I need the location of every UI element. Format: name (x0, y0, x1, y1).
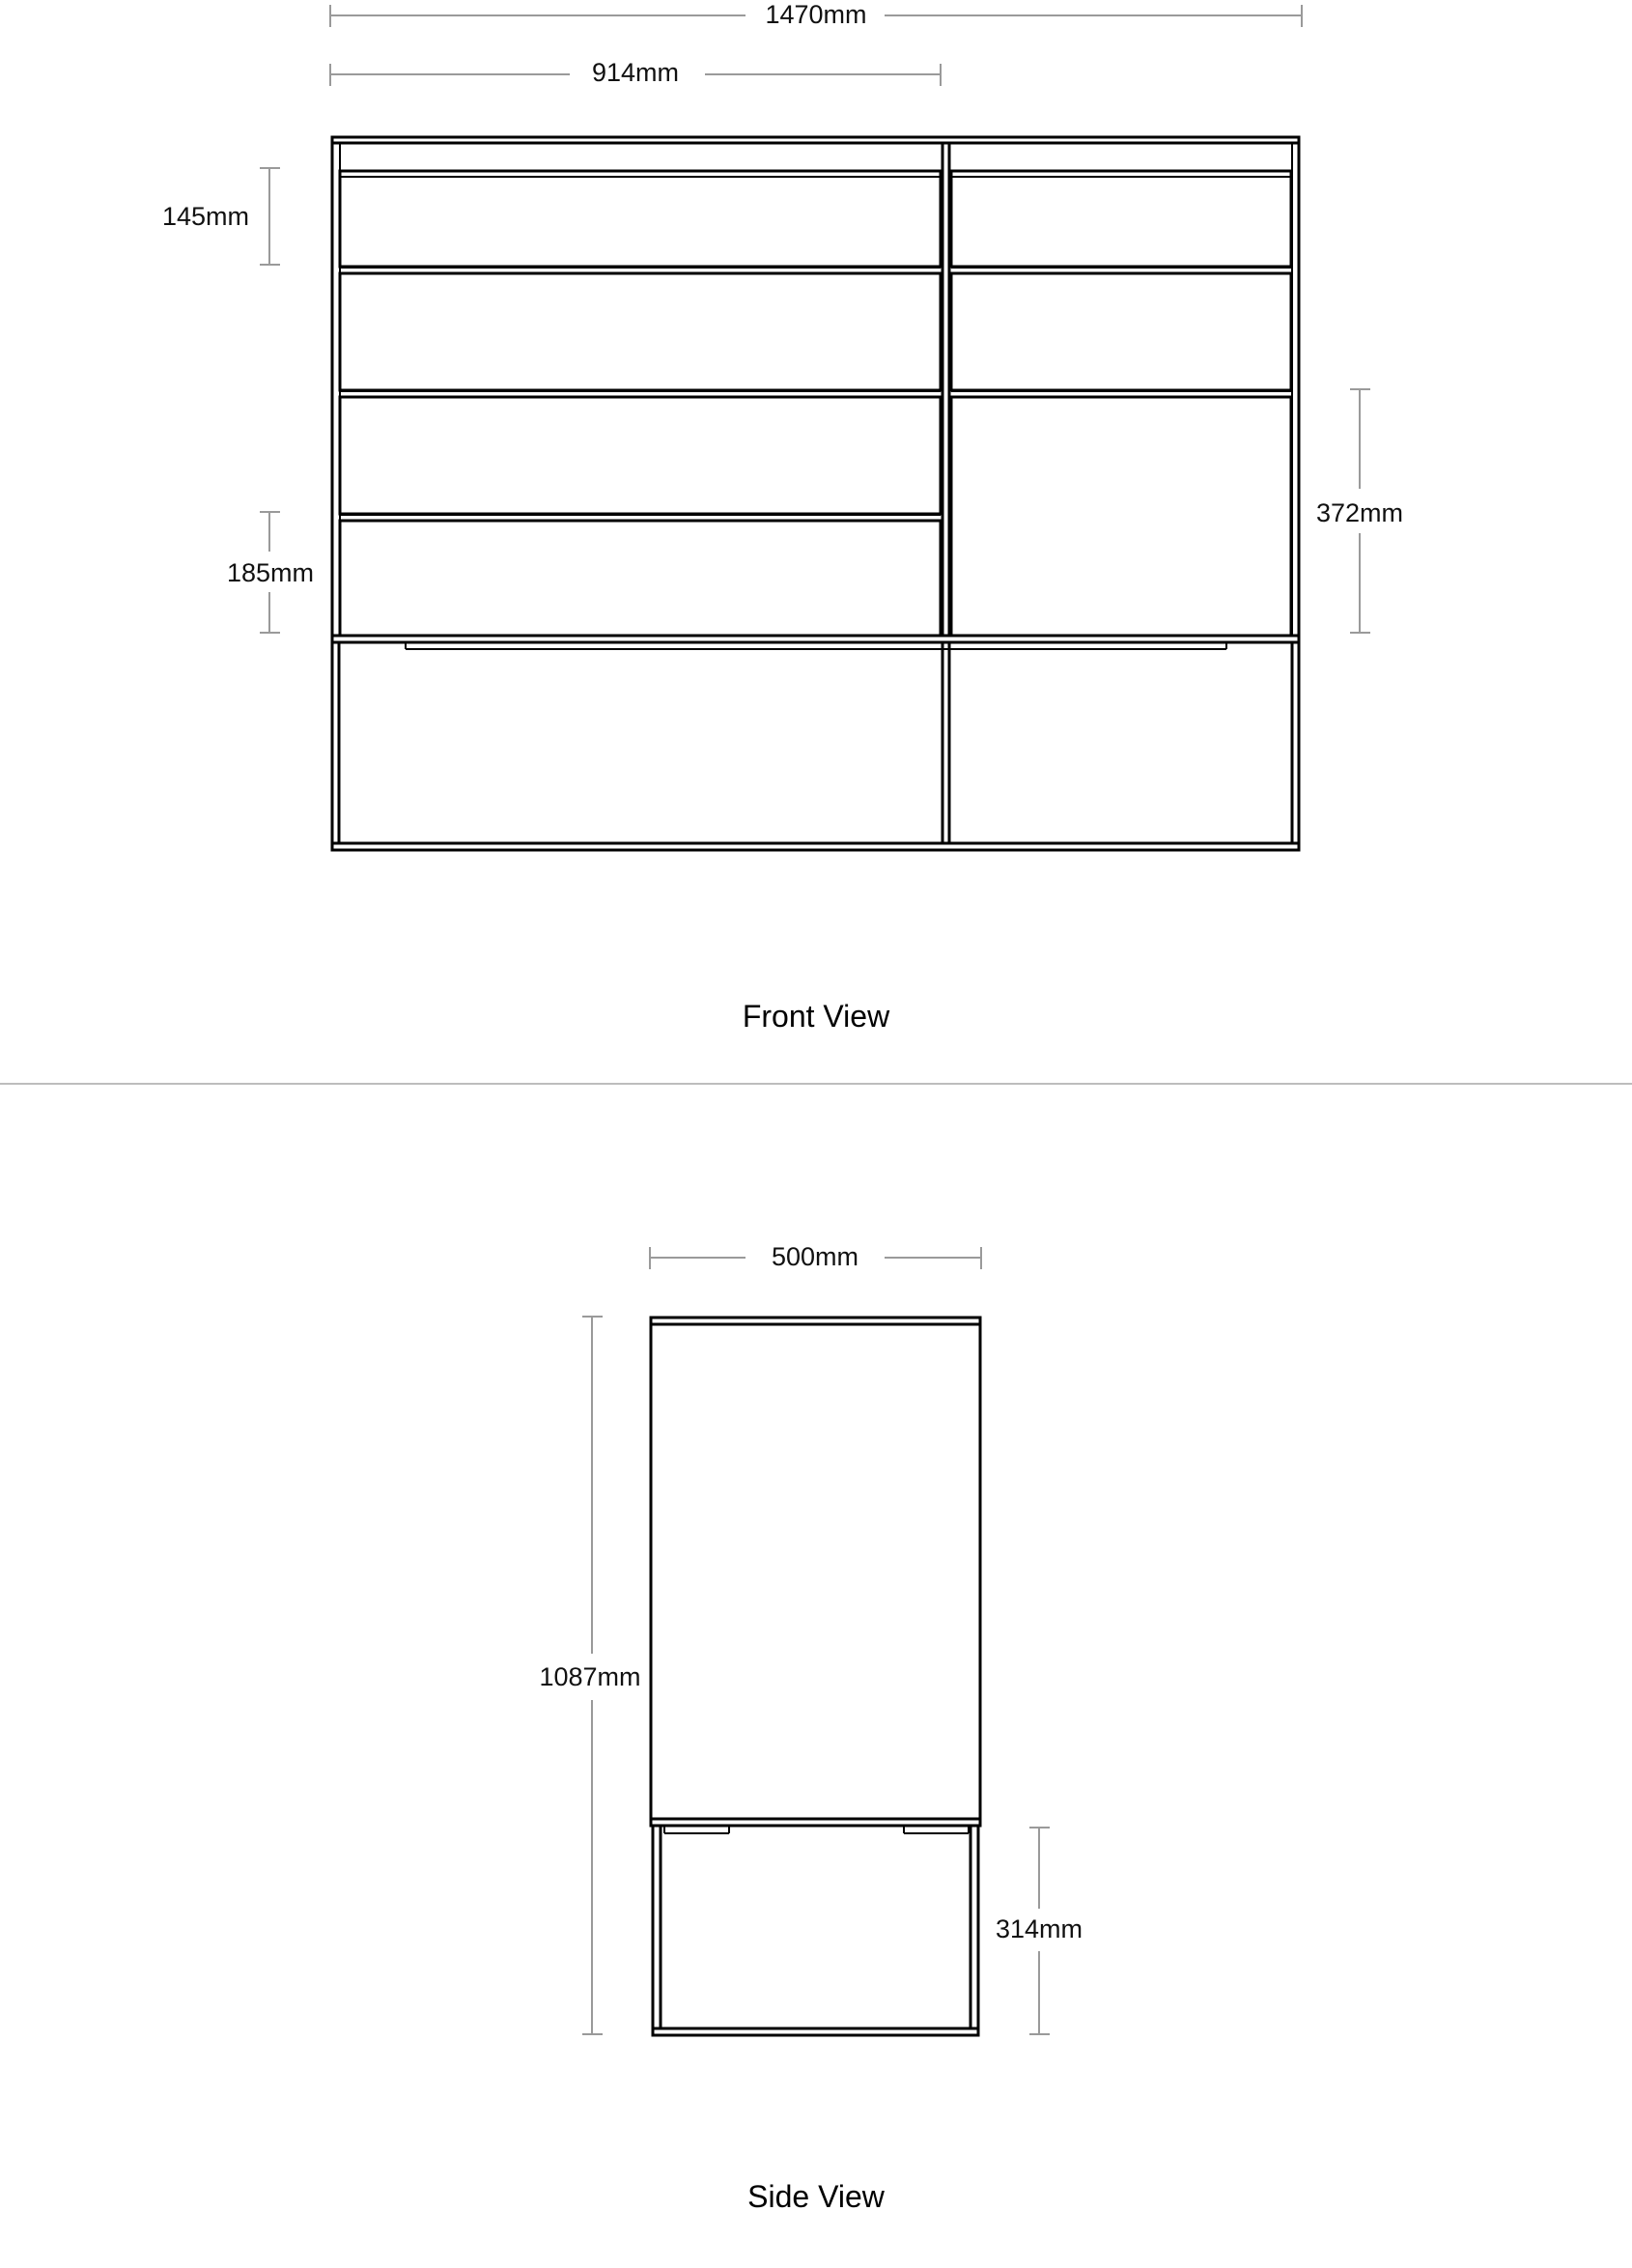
base-height-label: 314mm (995, 1914, 1083, 1943)
dimension-overall-height (539, 1317, 640, 2034)
front-view (162, 0, 1403, 1034)
right-drawer-2 (951, 273, 1291, 390)
drawer-3 (340, 397, 941, 514)
top-drawer-height-label: 145mm (161, 202, 250, 231)
right-drawer-stack (951, 171, 1291, 636)
base-frame (332, 642, 1299, 850)
side-view-caption: Side View (747, 2179, 885, 2214)
side-base-frame (653, 1826, 978, 2036)
overall-width-label: 1470mm (765, 0, 867, 29)
overall-height-label: 1087mm (539, 1662, 641, 1691)
cabinet-front (332, 137, 1299, 850)
dimension-right-door-height (1316, 389, 1403, 633)
depth-label: 500mm (771, 1242, 859, 1271)
dimension-bottom-drawer-height (227, 512, 314, 633)
drawer-1 (340, 171, 941, 267)
right-drawer-1 (951, 171, 1291, 267)
left-drawer-stack (340, 171, 941, 636)
drawer-4 (340, 521, 941, 636)
front-view-caption: Front View (742, 999, 890, 1034)
left-section-width-label: 914mm (591, 58, 680, 87)
dimension-base-height (996, 1828, 1083, 2034)
side-view (539, 1242, 1083, 2214)
dimension-top-drawer-height (162, 168, 280, 265)
dimension-depth (650, 1242, 981, 1271)
bottom-drawer-height-label: 185mm (226, 558, 315, 587)
dimension-left-section-width (330, 58, 941, 87)
dimension-overall-width (330, 0, 1302, 29)
right-door (951, 397, 1291, 636)
right-door-height-label: 372mm (1315, 498, 1404, 527)
drawer-2 (340, 273, 941, 390)
cabinet-side (651, 1318, 980, 2036)
